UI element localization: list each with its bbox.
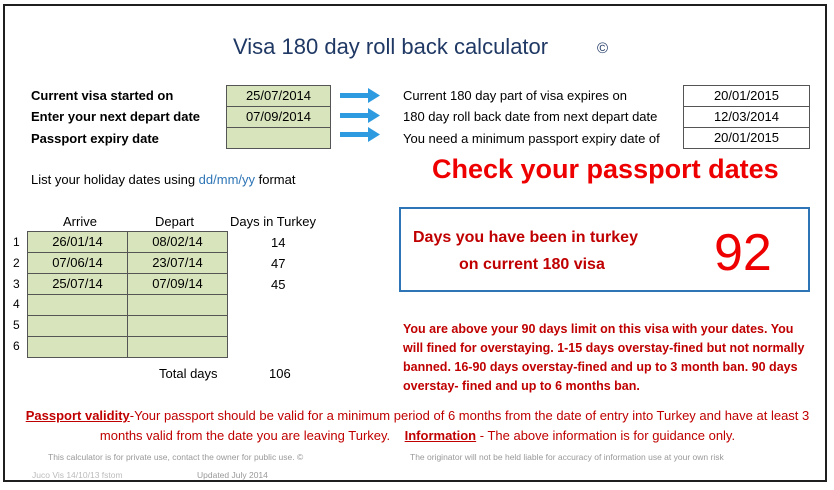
arrive-cell[interactable] (27, 294, 128, 316)
page-title: Visa 180 day roll back calculator (233, 34, 549, 59)
row-number: 1 (13, 235, 20, 249)
depart-header: Depart (155, 214, 195, 229)
days-count: 92 (714, 224, 772, 282)
min-passport-value: 20/01/2015 (683, 127, 810, 149)
version-note: Juco Vis 14/10/13 fstom (32, 470, 123, 480)
copyright-symbol: © (597, 40, 609, 57)
visa-start-label: Current visa started on (31, 88, 174, 103)
row-number: 3 (13, 277, 20, 291)
depart-cell[interactable] (127, 336, 228, 358)
depart-cell[interactable]: 23/07/14 (127, 252, 228, 274)
total-days-value: 106 (269, 366, 291, 381)
depart-label: Enter your next depart date (31, 109, 201, 124)
arrive-header: Arrive (63, 214, 97, 229)
arrive-cell[interactable]: 07/06/14 (27, 252, 128, 274)
days-header: Days in Turkey (230, 214, 316, 229)
arrive-cell[interactable]: 25/07/14 (27, 273, 128, 295)
info-text: - The above information is for guidance only. (479, 428, 736, 443)
days-box-line1: Days you have been in turkey (413, 229, 638, 246)
right-arrow-icon (340, 108, 380, 123)
passport-expiry-input[interactable] (226, 127, 331, 149)
format-hint (31, 172, 295, 187)
depart-cell[interactable] (127, 294, 228, 316)
total-days-label: Total days (159, 366, 218, 381)
updated-note: Updated July 2014 (197, 470, 268, 480)
passport-alert: Check your passport dates (432, 154, 779, 184)
days-cell: 47 (271, 256, 286, 271)
arrive-cell[interactable] (27, 315, 128, 337)
days-cell: 45 (271, 277, 286, 292)
days-cell: 14 (271, 235, 286, 250)
right-arrow-icon (340, 127, 380, 142)
expires-label: Current 180 day part of visa expires on (403, 88, 628, 103)
right-arrow-icon (340, 88, 380, 103)
arrive-cell[interactable] (27, 336, 128, 358)
depart-cell[interactable]: 07/09/14 (127, 273, 228, 295)
days-in-turkey-box (399, 207, 810, 292)
row-number: 2 (13, 256, 20, 270)
expires-value: 20/01/2015 (683, 85, 810, 107)
depart-cell[interactable] (127, 315, 228, 337)
validity-text: -Your passport should be valid for a minimum period of 6 months from the date of entry into Turkey and have at least 3 months valid from the date you are leaving Turkey. (99, 408, 810, 443)
rollback-label: 180 day roll back date from next depart date (403, 109, 658, 124)
arrow-icons (340, 86, 382, 144)
depart-date-input[interactable]: 07/09/2014 (226, 106, 331, 128)
visa-start-input[interactable]: 25/07/2014 (226, 85, 331, 107)
passport-label: Passport expiry date (31, 131, 159, 146)
row-number: 6 (13, 339, 20, 353)
depart-cell[interactable]: 08/02/14 (127, 231, 228, 253)
overstay-warning: You are above your 90 days limit on this visa with your dates. You will fined for overstaying. 1-15 days overstay-fined but not normally banned. 16-90 days overstay-fined and up to 3 month ban. 90 days overstay- fined and up to 6 months ban. (403, 322, 805, 393)
rollback-value: 12/03/2014 (683, 106, 810, 128)
format-hint-format: dd/mm/yy (198, 172, 256, 187)
format-hint-prefix: List your holiday dates using (31, 172, 196, 187)
liability-note: The originator will not be held liable for accuracy of information use at your own risk (410, 452, 724, 462)
information-link[interactable]: Information (404, 428, 477, 443)
footer-info (20, 406, 815, 446)
days-box-line2: on current 180 visa (459, 256, 605, 273)
row-number: 5 (13, 318, 20, 332)
row-number: 4 (13, 297, 20, 311)
passport-validity-link[interactable]: Passport validity (25, 408, 130, 423)
format-hint-suffix: format (258, 172, 296, 187)
arrive-cell[interactable]: 26/01/14 (27, 231, 128, 253)
private-use-note: This calculator is for private use, contact the owner for public use. © (48, 452, 304, 462)
min-passport-label: You need a minimum passport expiry date of (403, 131, 660, 146)
